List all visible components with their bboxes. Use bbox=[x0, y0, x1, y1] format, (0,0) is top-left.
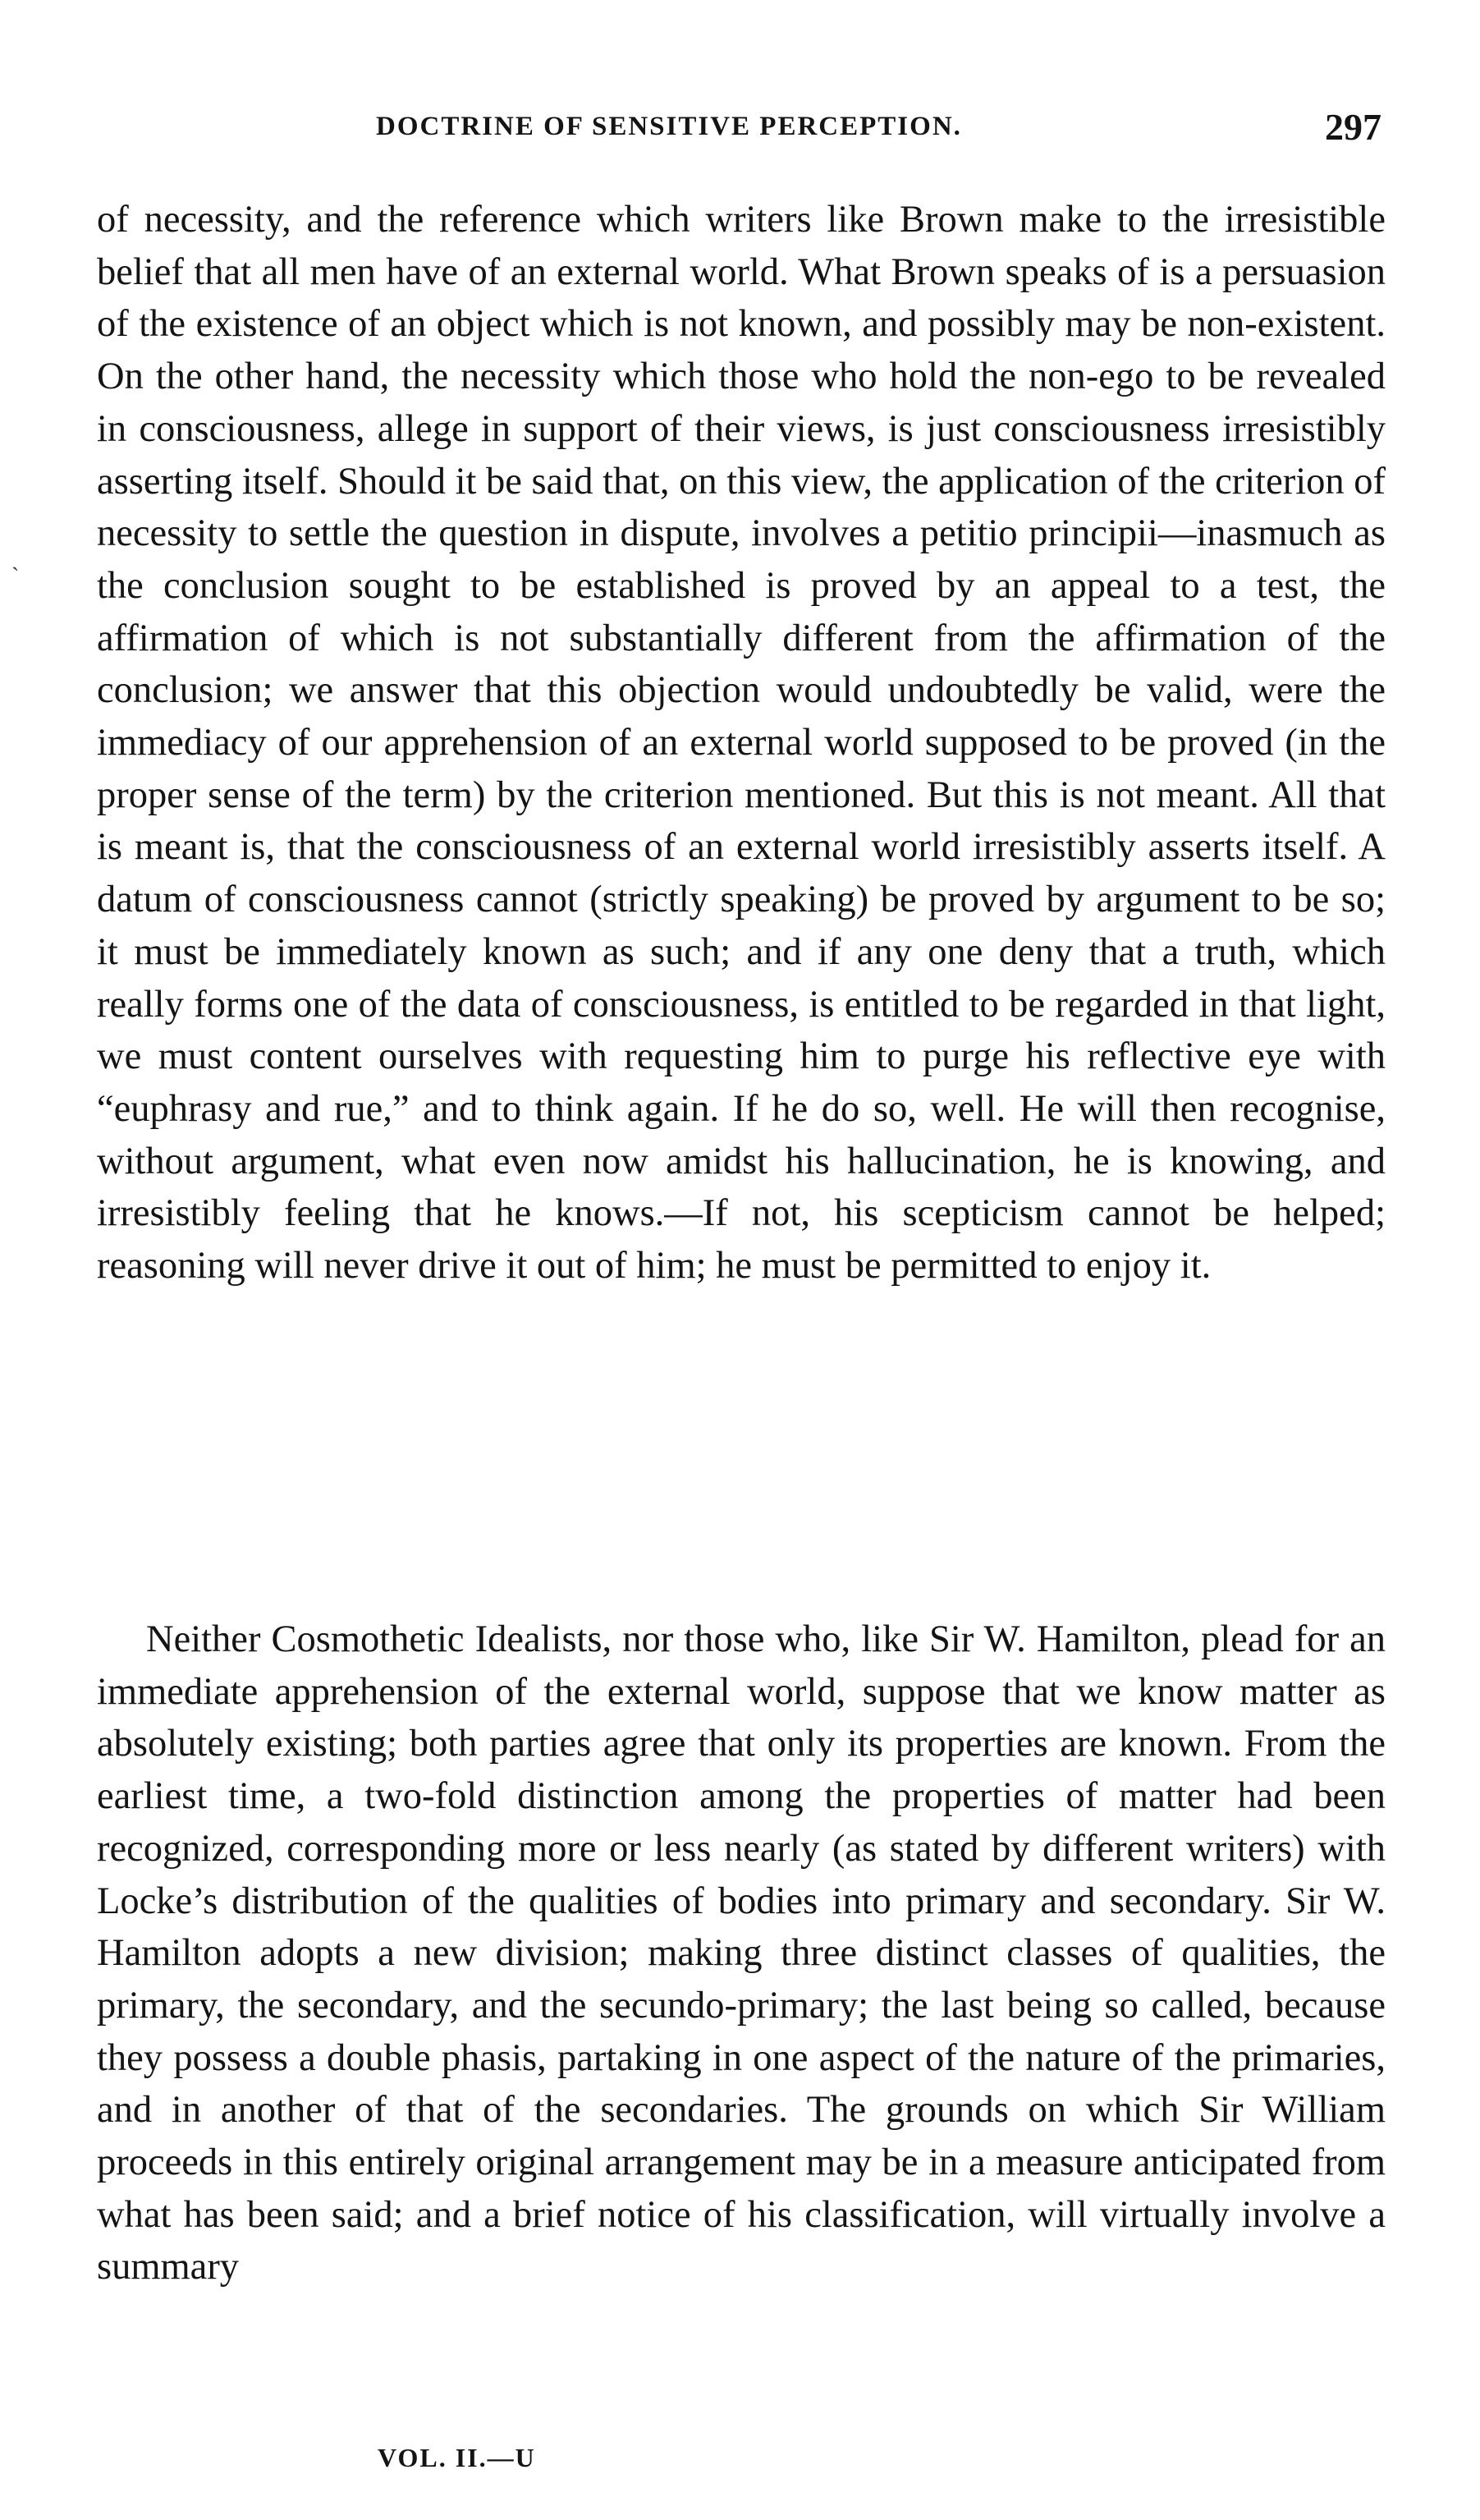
signature-mark: VOL. II.—U bbox=[378, 2443, 536, 2472]
paragraph-2-text: Neither Cosmothetic Idealists, nor those who, like Sir W. Hamilton, plead for an immediate apprehension of the external world, suppose that we know matter as absolutely existing; both parties agree that only its properties are known. From the earliest time, a two-fold distinction among the properties of matter had been recognized, corresponding more or less nearly (as stated by different writers) with Locke’s distribution of the qualities of bodies into primary and secondary. Sir W. Hamilton adopts a new division; making three distinct classes of qualities, the primary, the secondary, and the secundo-primary; the last being so called, because they possess a double phasis, partaking in one aspect of the nature of the primaries, and in another of that of the secondaries. The grounds on which Sir William proceeds in this entirely original arrangement may be in a measure anticipated from what has been said; and a brief notice of his classification, will virtually involve a summary bbox=[97, 1618, 1386, 2288]
paragraph-2 bbox=[97, 1613, 1386, 2293]
running-head: DOCTRINE OF SENSITIVE PERCEPTION. bbox=[376, 112, 962, 141]
page-number: 297 bbox=[1325, 106, 1381, 148]
paragraph-1 bbox=[97, 194, 1386, 1292]
margin-mark: ˎ bbox=[11, 546, 20, 571]
page-header bbox=[97, 105, 1381, 154]
paragraph-1-text: of necessity, and the reference which writers like Brown make to the irresistible belief that all men have of an external world. What Brown speaks of is a persuasion of the existence of an object which is not known, and possibly may be non-existent. On the other hand, the necessity which those who hold the non-ego to be revealed in consciousness, allege in support of their views, is just consciousness irresistibly asserting itself. Should it be said that, on this view, the application of the criterion of necessity to settle the question in dispute, involves a petitio principii—inasmuch as the conclusion sought to be established is proved by an appeal to a test, the affirmation of which is not substantially different from the affirmation of the conclusion; we answer that this objection would undoubtedly be valid, were the immediacy of our apprehension of an external world supposed to be proved (in the proper sense of the term) by the criterion mentioned. But this is not meant. All that is meant is, that the consciousness of an external world irresistibly asserts itself. A datum of consciousness cannot (strictly speaking) be proved by argument to be so; it must be immediately known as such; and if any one deny that a truth, which really forms one of the data of consciousness, is entitled to be regarded in that light, we must content ourselves with requesting him to purge his reflective eye with “euphrasy and rue,” and to think again. If he do so, well. He will then recognise, without argument, what even now amidst his hallucination, he is knowing, and irresistibly feeling that he knows.—If not, his scepticism cannot be helped; reasoning will never drive it out of him; he must be permitted to enjoy it. bbox=[97, 199, 1386, 1288]
